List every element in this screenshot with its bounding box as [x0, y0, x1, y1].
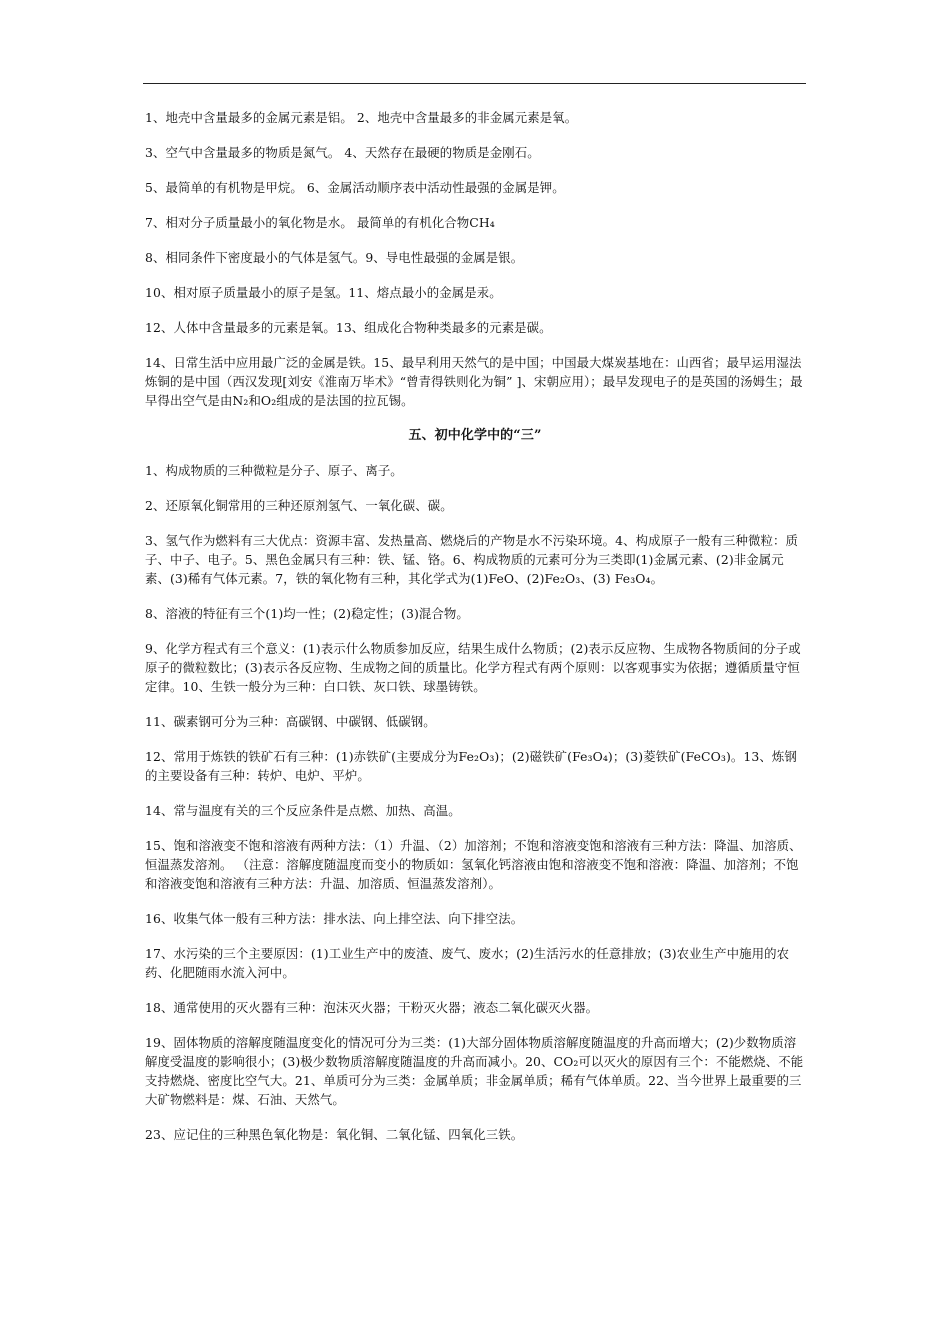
paragraph: 15、饱和溶液变不饱和溶液有两种方法：（1）升温、（2）加溶剂；不饱和溶液变饱和溶液有三种方法：降温、加溶质、恒温蒸发溶剂。 （注意：溶解度随温度而变小的物质如：氢氧化钙溶液由饱和溶液变不饱和溶液：降温、加溶剂；不饱和溶液变饱和溶液有三种方法：升温、加溶质、恒温蒸发溶剂）。: [145, 838, 802, 891]
paragraph: 1、地壳中含量最多的金属元素是铝。 2、地壳中含量最多的非金属元素是氧。: [145, 110, 578, 125]
paragraph: 3、氢气作为燃料有三大优点：资源丰富、发热量高、燃烧后的产物是水不污染环境。4、构成原子一般有三种微粒：质子、中子、电子。5、黑色金属只有三种：铁、锰、铬。6、构成物质的元素可分为三类即(1)金属元素、(2)非金属元素、(3)稀有气体元素。7，铁的氧化物有三种，其化学式为(1)FeO、(2)Fe₂O₃、(3) Fe₃O₄。: [145, 533, 798, 586]
paragraph: 14、常与温度有关的三个反应条件是点燃、加热、高温。: [145, 803, 461, 818]
paragraph: 19、固体物质的溶解度随温度变化的情况可分为三类：(1)大部分固体物质溶解度随温度的升高而增大；(2)少数物质溶解度受温度的影响很小；(3)极少数物质溶解度随温度的升高而减小。20、CO₂可以灭火的原因有三个：不能燃烧、不能支持燃烧、密度比空气大。21、单质可分为三类：金属单质；非金属单质；稀有气体单质。22、当今世界上最重要的三大矿物燃料是：煤、石油、天然气。: [145, 1035, 804, 1107]
facts-list-superlatives: [145, 108, 805, 410]
paragraph: 8、溶液的特征有三个(1)均一性；(2)稳定性；(3)混合物。: [145, 606, 469, 621]
paragraph: 8、相同条件下密度最小的气体是氢气。9、导电性最强的金属是银。: [145, 250, 524, 265]
paragraph: 7、相对分子质量最小的氧化物是水。 最简单的有机化合物CH₄: [145, 215, 495, 230]
paragraph: 2、还原氧化铜常用的三种还原剂氢气、一氧化碳、碳。: [145, 498, 453, 513]
section-heading: 五、初中化学中的“三”: [408, 428, 542, 443]
paragraph: 11、碳素钢可分为三种：高碳钢、中碳钢、低碳钢。: [145, 714, 436, 729]
document-body: [145, 108, 805, 1160]
paragraph: 18、通常使用的灭火器有三种：泡沫灭火器；干粉灭火器；液态二氧化碳灭火器。: [145, 1000, 599, 1015]
paragraph: 14、日常生活中应用最广泛的金属是铁。15、最早利用天然气的是中国；中国最大煤炭基地在：山西省；最早运用湿法炼铜的是中国（西汉发现[刘安《淮南万毕术》“曾青得铁则化为铜” ]、宋朝应用）；最早发现电子的是英国的汤姆生；最早得出空气是由N₂和O₂组成的是法国的拉瓦锡。: [145, 355, 803, 408]
paragraph: 3、空气中含量最多的物质是氮气。 4、天然存在最硬的物质是金刚石。: [145, 145, 540, 160]
paragraph: 5、最简单的有机物是甲烷。 6、金属活动顺序表中活动性最强的金属是钾。: [145, 180, 565, 195]
facts-list-threes: [145, 461, 805, 1144]
paragraph: 12、人体中含量最多的元素是氧。13、组成化合物种类最多的元素是碳。: [145, 320, 552, 335]
paragraph: 17、水污染的三个主要原因：(1)工业生产中的废渣、废气、废水；(2)生活污水的任意排放；(3)农业生产中施用的农药、化肥随雨水流入河中。: [145, 946, 790, 980]
paragraph: 23、应记住的三种黑色氧化物是：氧化铜、二氧化锰、四氧化三铁。: [145, 1127, 524, 1142]
paragraph: 10、相对原子质量最小的原子是氢。11、熔点最小的金属是汞。: [145, 285, 502, 300]
paragraph: 16、收集气体一般有三种方法：排水法、向上排空法、向下排空法。: [145, 911, 524, 926]
paragraph: 9、化学方程式有三个意义：(1)表示什么物质参加反应，结果生成什么物质；(2)表示反应物、生成物各物质间的分子或原子的微粒数比；(3)表示各反应物、生成物之间的质量比。化学方程式有两个原则：以客观事实为依据；遵循质量守恒定律。10、生铁一般分为三种：白口铁、灰口铁、球墨铸铁。: [145, 641, 801, 694]
header-rule: [143, 83, 806, 84]
paragraph: 1、构成物质的三种微粒是分子、原子、离子。: [145, 463, 403, 478]
paragraph: 12、常用于炼铁的铁矿石有三种：(1)赤铁矿(主要成分为Fe₂O₃)；(2)磁铁矿(Fe₃O₄)；(3)菱铁矿(FeCO₃)。13、炼钢的主要设备有三种：转炉、电炉、平炉。: [145, 749, 797, 783]
